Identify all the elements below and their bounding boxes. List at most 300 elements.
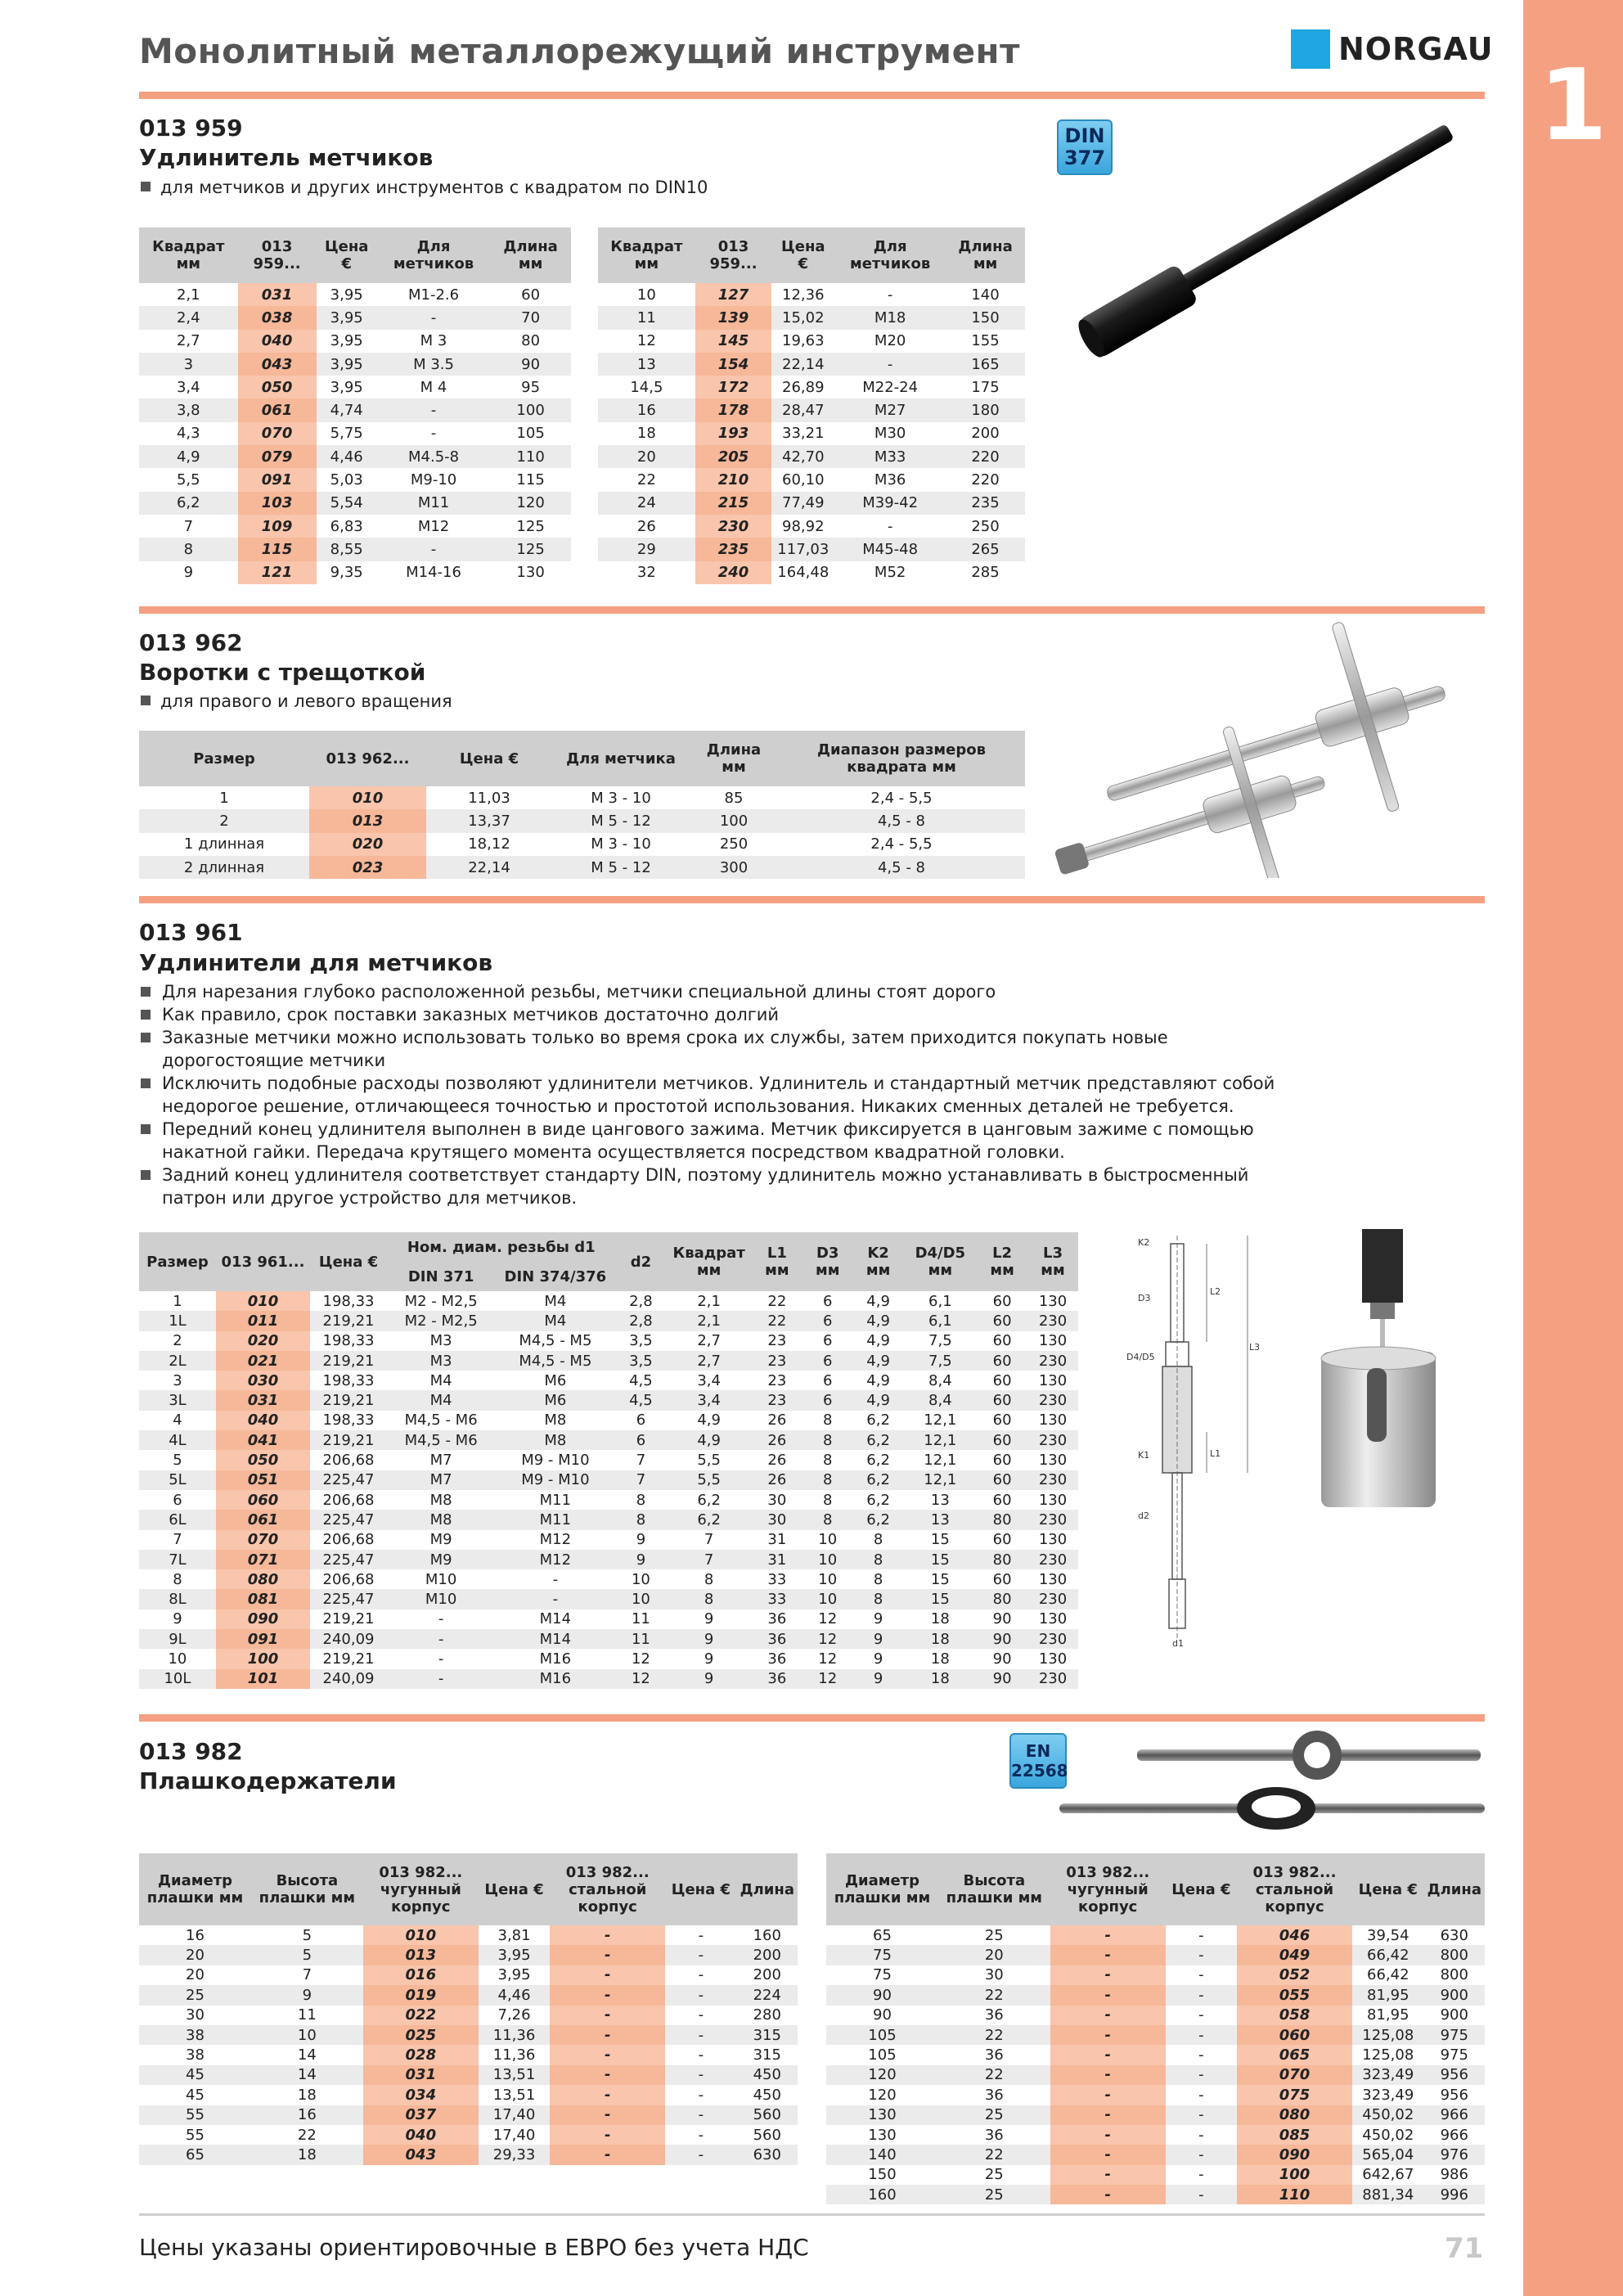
table-cell: 31 xyxy=(752,1550,803,1569)
table-cell: 198,33 xyxy=(322,1332,375,1350)
table-cell: M 4 xyxy=(420,378,447,396)
s3-code: 013 961 xyxy=(139,919,243,946)
table-cell: 85 xyxy=(724,789,744,807)
table-cell: 3,4 xyxy=(697,1371,721,1389)
table-cell: 630 xyxy=(737,2145,798,2164)
table-cell: 966 xyxy=(1424,2105,1485,2125)
table-row xyxy=(598,398,1025,421)
table-cell: 3,81 xyxy=(497,1926,531,1944)
table-cell: 016 xyxy=(363,1965,479,1985)
table-row xyxy=(139,833,1025,856)
table-cell: 145 xyxy=(695,330,772,353)
table-row xyxy=(139,422,571,445)
table-cell: 4,9 xyxy=(853,1351,904,1371)
table-row xyxy=(139,1450,1078,1470)
table-cell: M10 xyxy=(425,1570,457,1588)
s2-name: Воротки с трещоткой xyxy=(139,659,426,686)
col-article: 013 959... xyxy=(695,227,772,283)
table-row xyxy=(139,1510,1078,1529)
table-cell: 230 xyxy=(1027,1311,1078,1330)
table-cell: 12,1 xyxy=(924,1452,957,1470)
table-cell: 6,2 xyxy=(697,1491,721,1509)
table-cell: 5 xyxy=(251,1945,363,1965)
table-cell: 250 xyxy=(719,835,749,853)
table-cell: 4,46 xyxy=(479,1985,550,2005)
table-cell: 15 xyxy=(930,1531,950,1549)
table-cell: 230 xyxy=(1027,1430,1078,1450)
table-cell: 020 xyxy=(216,1331,310,1351)
table-cell: 81,95 xyxy=(1367,2006,1409,2024)
table-cell: 7 xyxy=(302,1966,312,1984)
table-cell: 205 xyxy=(695,445,772,468)
table-cell: 2,8 xyxy=(615,1311,666,1330)
table-cell: 220 xyxy=(946,445,1025,468)
table-cell: 75 xyxy=(873,1966,892,1984)
table-cell: 130 xyxy=(516,564,545,582)
table-cell: 29 xyxy=(598,538,695,560)
table-cell: - xyxy=(1166,1985,1237,2005)
table-cell: 30 xyxy=(767,1491,787,1509)
table-cell: M30 xyxy=(874,425,906,443)
table-cell: 22 xyxy=(938,2065,1050,2085)
table-cell: 038 xyxy=(238,306,317,329)
table-cell: 8 xyxy=(636,1491,646,1509)
table-cell: 450 xyxy=(753,2086,781,2104)
table-cell: - xyxy=(1198,1926,1204,1944)
table-cell: M2 - M2,5 xyxy=(404,1292,478,1310)
brand-logo xyxy=(1291,29,1494,69)
s3-name: Удлинители для метчиков xyxy=(139,949,493,976)
table-cell: 23 xyxy=(752,1351,803,1371)
table-cell: 052 xyxy=(1237,1965,1352,1985)
table-cell: 120 xyxy=(868,2086,897,2104)
table-cell: 103 xyxy=(238,492,317,515)
table-cell: M14-16 xyxy=(406,564,461,582)
table-cell: 4,9 xyxy=(866,1292,890,1310)
table-cell: 5,5 xyxy=(666,1470,752,1490)
table-cell: 5,03 xyxy=(330,471,363,489)
table-cell: 010 xyxy=(309,786,426,809)
table-cell: M11 xyxy=(377,492,490,515)
table-cell: 6,2 xyxy=(853,1430,904,1450)
table-row xyxy=(139,561,571,584)
table-cell: - xyxy=(550,1945,665,1965)
table-cell: 3,95 xyxy=(317,353,377,376)
table-row xyxy=(139,1550,1078,1569)
table-cell: 9 xyxy=(615,1550,666,1569)
table-cell: 230 xyxy=(1027,1351,1078,1371)
table-cell: 12,1 xyxy=(904,1470,978,1490)
table-row xyxy=(826,1965,1485,1985)
table-cell: 5,5 xyxy=(176,471,200,489)
table-cell: M9 xyxy=(387,1550,495,1569)
table-cell: 10 xyxy=(168,1650,187,1668)
table-cell: 42,70 xyxy=(771,445,834,468)
table-cell: 020 xyxy=(309,833,426,856)
table-cell: - xyxy=(1198,1966,1204,1984)
table-cell: M18 xyxy=(834,306,946,329)
table-cell: M 3 - 10 xyxy=(591,835,651,853)
table-cell: 975 xyxy=(1440,2046,1468,2064)
table-row xyxy=(139,376,571,398)
table-cell: 11 xyxy=(297,2006,317,2024)
table-cell: 90 xyxy=(873,2006,892,2024)
table-cell: 4L xyxy=(139,1430,216,1450)
table-cell: 115 xyxy=(238,538,317,560)
table-cell: 206,68 xyxy=(322,1570,375,1588)
table-cell: 4,5 - 8 xyxy=(778,809,1025,832)
table-cell: 125 xyxy=(490,538,571,560)
col-steel-article: 013 982... стальной корпус xyxy=(550,1853,665,1925)
s3-bullet-4: Исключить подобные расходы позволяют удлинители метчиков. Удлинитель и стандартный метчик представляют собой xyxy=(162,1072,1275,1095)
table-cell: 6 xyxy=(822,1292,833,1310)
table-cell: 18 xyxy=(904,1629,978,1649)
table-cell: 235 xyxy=(946,492,1025,515)
table-cell: 11,36 xyxy=(479,2025,550,2045)
table-cell: M9 xyxy=(429,1531,452,1549)
col-article: 013 962... xyxy=(309,731,426,786)
table-cell: - xyxy=(698,2046,704,2064)
table-row xyxy=(139,1430,1078,1450)
table-cell: 323,49 xyxy=(1352,2065,1424,2085)
table-cell: M 3.5 xyxy=(377,353,490,376)
table-cell: 956 xyxy=(1424,2065,1485,2085)
table-cell: 7 xyxy=(183,517,194,535)
col-price: Цена € xyxy=(426,731,552,786)
table-row xyxy=(598,306,1025,329)
table-cell: 022 xyxy=(363,2006,479,2025)
table-cell: 560 xyxy=(737,2105,798,2125)
table-cell: M33 xyxy=(834,445,946,468)
table-cell: M9 - M10 xyxy=(521,1452,590,1470)
table-cell: 8 xyxy=(139,538,238,560)
table-cell: 100 xyxy=(1237,2165,1352,2185)
s3-bullet-5-cont: накатной гайки. Передача крутящего момента осуществляется посредством квадратной головки. xyxy=(162,1142,1065,1162)
table-cell: 117,03 xyxy=(771,538,834,560)
table-cell: 198,33 xyxy=(322,1371,375,1389)
table-cell: 8 xyxy=(822,1491,833,1509)
table-row xyxy=(139,515,571,538)
table-cell: 14 xyxy=(251,2065,363,2085)
table-cell: 1 xyxy=(219,789,229,807)
table-cell: - xyxy=(698,2086,704,2104)
svg-text:D4/D5: D4/D5 xyxy=(1126,1352,1155,1362)
table-cell: 36 xyxy=(984,2006,1004,2024)
table-cell: - xyxy=(1166,2065,1237,2085)
table-cell: - xyxy=(698,1966,704,1984)
table-cell: 5,54 xyxy=(317,492,377,515)
table-cell: 8 xyxy=(853,1550,904,1569)
table-cell: 130 xyxy=(1038,1371,1068,1389)
table-cell: 6,1 xyxy=(928,1292,952,1310)
tap-extender-image xyxy=(1055,98,1513,360)
table-cell: 9 xyxy=(636,1531,646,1549)
table-row xyxy=(139,538,571,560)
table-row xyxy=(826,2105,1485,2125)
table-cell: 75 xyxy=(826,1945,938,1965)
table-cell: M16 xyxy=(539,1650,572,1668)
table-cell: 300 xyxy=(690,856,778,879)
table-cell: 8 xyxy=(873,1570,883,1588)
table-cell: 6 xyxy=(636,1411,646,1429)
table-cell: M52 xyxy=(874,564,906,582)
s2-bullet: для правого и левого вращения xyxy=(141,691,452,711)
table-cell: 198,33 xyxy=(322,1411,375,1429)
table-cell: 13,51 xyxy=(479,2065,550,2085)
table-cell: 36 xyxy=(984,2086,1004,2104)
table-cell: 4,5 - 8 xyxy=(778,856,1025,879)
table-row xyxy=(139,283,571,306)
table-cell: 040 xyxy=(216,1411,310,1430)
table-cell: 12 xyxy=(615,1669,666,1689)
table-cell: 9 xyxy=(853,1629,904,1649)
table-cell: 13 xyxy=(930,1491,950,1509)
table-cell: 055 xyxy=(1237,1985,1352,2005)
table-cell: - xyxy=(438,1650,444,1668)
table-cell: 3 xyxy=(173,1371,182,1389)
table-cell: 160 xyxy=(826,2185,938,2204)
s2-code: 013 962 xyxy=(139,629,243,656)
table-cell: 16 xyxy=(598,398,695,421)
table-cell: - xyxy=(1050,2105,1166,2125)
table-cell: 60,10 xyxy=(782,471,825,489)
table-cell: - xyxy=(550,2045,665,2064)
table-cell: - xyxy=(377,538,490,560)
table-row xyxy=(139,306,571,329)
chapter-number: 1 xyxy=(1539,49,1607,163)
table-cell: 125,08 xyxy=(1362,2046,1414,2064)
table-cell: 130 xyxy=(826,2105,938,2125)
table-cell: 6,2 xyxy=(666,1510,752,1529)
table-cell: 66,42 xyxy=(1367,1966,1409,1984)
table-cell: 037 xyxy=(363,2105,479,2125)
table-cell: - xyxy=(698,1926,704,1944)
table-row xyxy=(826,2006,1485,2025)
table-cell: 12 xyxy=(803,1629,853,1649)
table-cell: M12 xyxy=(417,517,450,535)
table-cell: 8 xyxy=(173,1570,182,1588)
table-cell: 200 xyxy=(737,1945,798,1965)
table-cell: 33 xyxy=(752,1589,803,1609)
table-cell: 14,5 xyxy=(630,378,663,396)
table-cell: 18 xyxy=(251,2145,363,2164)
table-cell: 9 xyxy=(704,1610,714,1628)
table-cell: M22-24 xyxy=(862,378,919,396)
table-cell: 100 xyxy=(690,809,778,832)
table-cell: 22 xyxy=(767,1292,787,1310)
table-cell: M4 xyxy=(495,1311,615,1330)
table-cell: - xyxy=(550,2125,665,2145)
table-row xyxy=(139,330,571,353)
table-cell: 2,4 - 5,5 xyxy=(870,789,933,807)
table-cell: M4 xyxy=(387,1390,495,1410)
table-cell: 315 xyxy=(753,2046,781,2064)
table-cell: M4 xyxy=(429,1371,452,1389)
table-cell: 315 xyxy=(737,2025,798,2045)
table-cell: 60 xyxy=(992,1452,1012,1470)
table-cell: 7,5 xyxy=(904,1351,978,1371)
table-cell: 900 xyxy=(1440,2006,1468,2024)
s4-name: Плашкодержатели xyxy=(139,1767,397,1794)
table-cell: 36 xyxy=(767,1650,787,1668)
table-cell: 65 xyxy=(139,2145,251,2164)
table-cell: 45 xyxy=(139,2065,251,2085)
table-cell: 23 xyxy=(767,1371,787,1389)
col-square-range: Диапазон размеров квадрата мм xyxy=(778,731,1025,786)
table-cell: - xyxy=(1166,2185,1237,2204)
table-cell: 230 xyxy=(1027,1589,1078,1609)
table-cell: 90 xyxy=(490,353,571,376)
table-cell: 17,40 xyxy=(492,2126,536,2144)
table-cell: 180 xyxy=(946,398,1025,421)
table-cell: 45 xyxy=(186,2086,205,2104)
die-holder-image xyxy=(1055,1718,1489,1833)
table-cell: - xyxy=(495,1589,615,1609)
table-cell: 23 xyxy=(767,1332,787,1350)
s4-table-left xyxy=(139,1853,798,2165)
table-cell: 224 xyxy=(737,1985,798,2005)
table-cell: 9 xyxy=(666,1669,752,1689)
table-cell: M2 - M2,5 xyxy=(387,1311,495,1330)
svg-text:d1: d1 xyxy=(1172,1638,1184,1649)
table-cell: 996 xyxy=(1424,2185,1485,2204)
svg-text:K1: K1 xyxy=(1138,1450,1150,1461)
table-cell: 55 xyxy=(186,2126,205,2144)
table-cell: 65 xyxy=(873,1926,892,1944)
table-row xyxy=(139,2125,798,2145)
table-cell: 049 xyxy=(1237,1945,1352,1965)
table-cell: - xyxy=(387,1629,495,1649)
table-cell: 125,08 xyxy=(1352,2025,1424,2045)
table-cell: 10 xyxy=(803,1589,853,1609)
table-cell: 3,95 xyxy=(330,332,363,350)
table-cell: 2,1 xyxy=(666,1311,752,1330)
svg-text:L3: L3 xyxy=(1249,1342,1261,1353)
col-price: Цена € xyxy=(1352,1853,1424,1925)
table-cell: 125 xyxy=(516,517,545,535)
table-cell: 38 xyxy=(186,2046,205,2064)
table-cell: 36 xyxy=(767,1610,787,1628)
table-cell: 250 xyxy=(971,517,1000,535)
table-cell: 061 xyxy=(216,1510,310,1529)
table-cell: 10L xyxy=(139,1669,216,1689)
table-row xyxy=(139,2105,798,2125)
table-cell: 050 xyxy=(216,1450,310,1470)
table-cell: 140 xyxy=(826,2145,938,2164)
col-length: Длина мм xyxy=(946,227,1025,283)
table-cell: 6,2 xyxy=(866,1452,890,1470)
table-row xyxy=(139,809,1025,832)
table-cell: 230 xyxy=(695,515,772,538)
table-row xyxy=(139,2006,798,2025)
table-cell: 013 xyxy=(363,1945,479,1965)
table-cell: 280 xyxy=(753,2006,781,2024)
table-cell: 010 xyxy=(363,1925,479,1945)
footer-note: Цены указаны ориентировочные в ЕВРО без учета НДС xyxy=(139,2234,809,2261)
table-cell: M 5 - 12 xyxy=(552,809,690,832)
table-cell: 4,5 xyxy=(615,1390,666,1410)
table-cell: 90 xyxy=(826,1985,938,2005)
table-cell: 15 xyxy=(930,1570,950,1588)
table-cell: - xyxy=(550,2145,665,2164)
table-cell: 058 xyxy=(1237,2006,1352,2025)
table-cell: 19,63 xyxy=(782,332,825,350)
table-row xyxy=(139,1985,798,2005)
s1-code: 013 959 xyxy=(139,115,243,142)
table-cell: 2,4 xyxy=(139,306,238,329)
col-d3: D3 мм xyxy=(803,1232,853,1291)
table-cell: 110 xyxy=(1237,2185,1352,2204)
table-cell: 5,75 xyxy=(330,425,363,443)
table-cell: 225,47 xyxy=(310,1550,387,1569)
table-cell: 235 xyxy=(695,538,772,560)
table-cell: 139 xyxy=(695,306,772,329)
table-cell: 18,12 xyxy=(468,835,510,853)
table-cell: 90 xyxy=(992,1610,1012,1628)
s3-bullet-5: Передний конец удлинителя выполнен в виде цангового зажима. Метчик фиксируется в цанговым зажиме с помощью xyxy=(162,1118,1254,1141)
table-cell: 130 xyxy=(1038,1531,1068,1549)
table-cell: - xyxy=(552,1570,559,1588)
table-cell: 77,49 xyxy=(771,492,834,515)
table-cell: 115 xyxy=(516,471,545,489)
table-cell: 12,1 xyxy=(904,1430,978,1450)
table-row xyxy=(139,2085,798,2105)
s4-table-right xyxy=(826,1853,1485,2204)
table-cell: 172 xyxy=(695,376,772,398)
table-cell: 105 xyxy=(516,425,545,443)
table-cell: 8 xyxy=(822,1452,833,1470)
table-cell: 12,36 xyxy=(782,286,825,304)
table-cell: 091 xyxy=(216,1629,310,1649)
table-cell: 26 xyxy=(767,1411,787,1429)
table-cell: 5 xyxy=(173,1452,182,1470)
table-cell: 630 xyxy=(1440,1926,1468,1944)
table-cell: 66,42 xyxy=(1352,1945,1424,1965)
table-cell: 6 xyxy=(173,1491,182,1509)
table-cell: - xyxy=(1050,2045,1166,2064)
table-row xyxy=(826,2085,1485,2105)
col-price: Цена € xyxy=(479,1853,550,1925)
table-cell: 60 xyxy=(992,1292,1012,1310)
table-cell: 9 xyxy=(173,1610,182,1628)
col-price: Цена € xyxy=(310,1232,387,1291)
table-cell: 075 xyxy=(1237,2085,1352,2105)
col-tap: Для метчика xyxy=(552,731,690,786)
table-cell: 080 xyxy=(216,1569,310,1589)
table-cell: 031 xyxy=(216,1390,310,1410)
table-cell: - xyxy=(665,2145,736,2164)
table-cell: 25 xyxy=(139,1985,251,2005)
table-cell: - xyxy=(665,1945,736,1965)
table-cell: 642,67 xyxy=(1362,2166,1414,2184)
table-cell: 33 xyxy=(767,1570,787,1588)
table-cell: 60 xyxy=(992,1411,1012,1429)
table-cell: 120 xyxy=(826,2065,938,2085)
table-cell: - xyxy=(1198,2006,1204,2024)
table-cell: - xyxy=(550,1965,665,1985)
table-cell: 164,48 xyxy=(777,564,829,582)
table-cell: 6,83 xyxy=(330,517,363,535)
table-row xyxy=(139,1649,1078,1668)
table-cell: 95 xyxy=(521,378,541,396)
s1-bullet: для метчиков и других инструментов с квадратом по DIN10 xyxy=(141,178,708,197)
col-square: Квадрат мм xyxy=(139,227,238,283)
table-cell: 2L xyxy=(139,1351,216,1371)
table-cell: 8 xyxy=(873,1531,883,1549)
table-cell: 8 xyxy=(803,1430,853,1450)
col-l2: L2 мм xyxy=(977,1232,1027,1291)
table-row xyxy=(598,422,1025,445)
